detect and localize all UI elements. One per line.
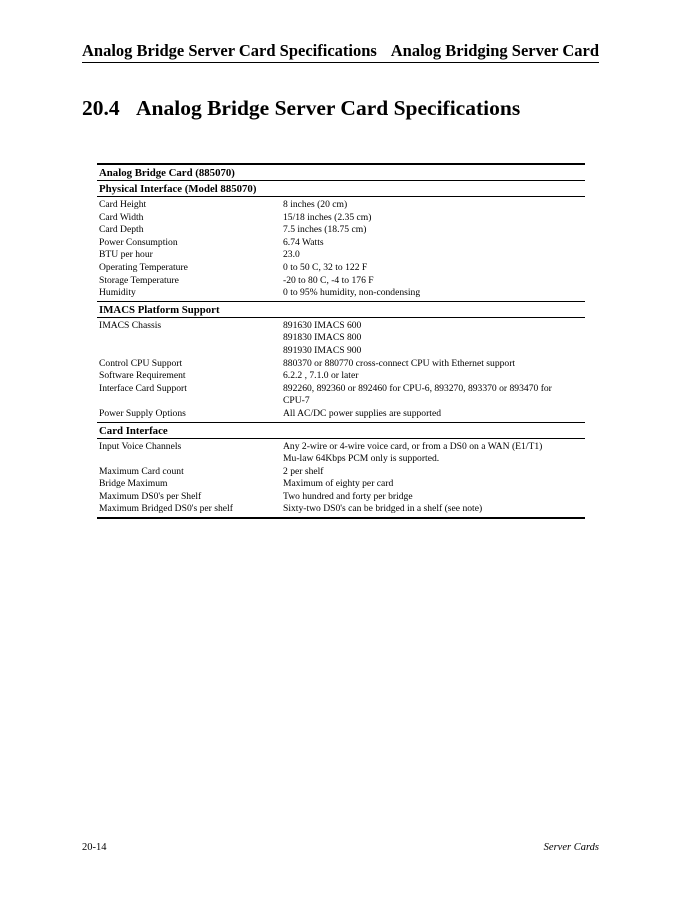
spec-value-line: CPU-7 xyxy=(283,395,310,407)
section-heading: IMACS Platform Support xyxy=(97,302,585,318)
spec-value-line: Sixty-two DS0's can be bridged in a shelf (see note) xyxy=(283,503,483,515)
spec-value-line: 6.2.2 , 7.1.0 or later xyxy=(283,370,359,382)
spec-value xyxy=(283,383,585,408)
spec-row xyxy=(97,275,585,288)
header-right-title: Analog Bridging Server Card xyxy=(390,41,599,60)
spec-row xyxy=(97,503,585,516)
running-header xyxy=(82,40,599,63)
spec-row xyxy=(97,491,585,504)
spec-label: Software Requirement xyxy=(99,370,186,382)
spec-label: Humidity xyxy=(99,287,136,299)
spec-value-line: 7.5 inches (18.75 cm) xyxy=(283,224,367,236)
spec-label: Card Depth xyxy=(99,224,144,236)
spec-value xyxy=(283,358,585,371)
spec-value xyxy=(283,441,585,466)
spec-row xyxy=(97,287,585,300)
spec-value-line: 880370 or 880770 cross-connect CPU with Ethernet support xyxy=(283,357,516,369)
spec-value-line: Two hundred and forty per bridge xyxy=(283,490,413,502)
spec-label: Maximum Bridged DS0's per shelf xyxy=(99,503,233,515)
spec-value xyxy=(283,275,585,288)
spec-value xyxy=(283,408,585,421)
spec-row xyxy=(97,358,585,371)
spec-value-line: 8 inches (20 cm) xyxy=(283,199,348,210)
section-heading: Physical Interface (Model 885070) xyxy=(97,181,585,197)
spec-label: Input Voice Channels xyxy=(99,440,182,452)
section-rows xyxy=(97,197,585,302)
spec-label: Control CPU Support xyxy=(99,357,183,369)
spec-table xyxy=(97,163,585,519)
spec-value-line: Mu-law 64Kbps PCM only is supported. xyxy=(283,453,440,465)
card-title: Analog Bridge Card (885070) xyxy=(97,165,585,181)
spec-row xyxy=(97,212,585,225)
section-rows xyxy=(97,439,585,518)
spec-label: BTU per hour xyxy=(99,249,153,261)
spec-row xyxy=(97,224,585,237)
spec-value-line: 891830 IMACS 800 xyxy=(283,332,362,344)
spec-row xyxy=(97,262,585,275)
spec-value-line: Any 2-wire or 4-wire voice card, or from a DS0 on a WAN (E1/T1) xyxy=(283,440,543,452)
spec-value-line: Maximum of eighty per card xyxy=(283,478,394,490)
section-number: 20.4 xyxy=(82,96,120,120)
spec-value xyxy=(283,491,585,504)
spec-label: Maximum Card count xyxy=(99,465,184,477)
spec-value-line: 6.74 Watts xyxy=(283,236,324,248)
spec-row xyxy=(97,199,585,212)
spec-value-line: 0 to 50 C, 32 to 122 F xyxy=(283,261,368,273)
spec-value xyxy=(283,249,585,262)
spec-value-line: 2 per shelf xyxy=(283,465,324,477)
spec-value xyxy=(283,262,585,275)
spec-label: Power Supply Options xyxy=(99,407,186,419)
spec-value xyxy=(283,478,585,491)
spec-value xyxy=(283,212,585,225)
spec-value xyxy=(283,287,585,300)
spec-sections xyxy=(97,181,585,517)
header-left-title: Analog Bridge Server Card Specifications xyxy=(82,41,377,60)
spec-value xyxy=(283,320,585,358)
spec-row xyxy=(97,370,585,383)
spec-row xyxy=(97,478,585,491)
page-number: 20-14 xyxy=(82,842,107,853)
section-rows xyxy=(97,318,585,423)
spec-label: Interface Card Support xyxy=(99,382,187,394)
spec-label: Card Width xyxy=(99,211,144,223)
spec-label: Power Consumption xyxy=(99,236,178,248)
spec-label: Bridge Maximum xyxy=(99,478,168,490)
spec-value-line: 892260, 892360 or 892460 for CPU-6, 893270, 893370 or 893470 for xyxy=(283,382,552,394)
spec-label: Operating Temperature xyxy=(99,261,188,273)
spec-row xyxy=(97,441,585,466)
spec-value xyxy=(283,466,585,479)
spec-row xyxy=(97,320,585,358)
spec-row xyxy=(97,383,585,408)
spec-label: IMACS Chassis xyxy=(99,319,162,331)
spec-value xyxy=(283,199,585,212)
spec-value-line: 0 to 95% humidity, non-condensing xyxy=(283,287,421,299)
spec-value xyxy=(283,503,585,516)
spec-value xyxy=(283,224,585,237)
spec-row xyxy=(97,249,585,262)
section-title xyxy=(82,96,520,121)
spec-label: Card Height xyxy=(99,199,147,210)
section-title-text: Analog Bridge Server Card Specifications xyxy=(136,96,521,120)
spec-value-line: 15/18 inches (2.35 cm) xyxy=(283,211,372,223)
spec-value-line: 891930 IMACS 900 xyxy=(283,344,362,356)
spec-value xyxy=(283,237,585,250)
spec-row xyxy=(97,466,585,479)
spec-row xyxy=(97,237,585,250)
spec-value-line: All AC/DC power supplies are supported xyxy=(283,407,442,419)
spec-label: Storage Temperature xyxy=(99,274,179,286)
footer-section: Server Cards xyxy=(543,842,599,853)
section-heading: Card Interface xyxy=(97,423,585,439)
spec-value-line: -20 to 80 C, -4 to 176 F xyxy=(283,274,374,286)
spec-value xyxy=(283,370,585,383)
spec-row xyxy=(97,408,585,421)
spec-value-line: 891630 IMACS 600 xyxy=(283,319,362,331)
spec-label: Maximum DS0's per Shelf xyxy=(99,490,202,502)
spec-value-line: 23.0 xyxy=(283,249,300,261)
